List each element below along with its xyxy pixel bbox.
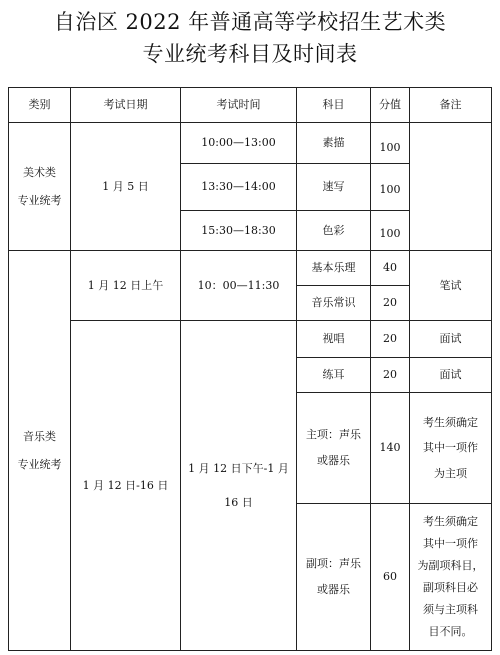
header-category: 类别 bbox=[28, 98, 51, 112]
music-note-minor bbox=[410, 504, 491, 650]
music-score-sightsinging: 20 bbox=[383, 332, 397, 346]
music-note-major-line2: 其中一项作 bbox=[423, 441, 478, 455]
music-date-range: 1 月 12 日-16 日 bbox=[82, 478, 169, 492]
music-subject-major bbox=[297, 393, 370, 503]
music-subject-major-line2: 或器乐 bbox=[317, 454, 350, 467]
music-note-minor-line5: 须与主项科 bbox=[423, 603, 478, 616]
header-date: 考试日期 bbox=[103, 98, 148, 112]
music-time-range-line2: 16 日 bbox=[224, 495, 253, 509]
art-score-3: 100 bbox=[379, 226, 401, 240]
document-title-line1: 自治区 2022 年普通高等学校招生艺术类 bbox=[53, 10, 447, 34]
art-time-3: 15:30—18:30 bbox=[201, 223, 276, 237]
music-note-major-line1: 考生须确定 bbox=[423, 416, 478, 430]
music-category-line2: 专业统考 bbox=[17, 457, 62, 471]
music-subject-major-line1: 主项：声乐 bbox=[306, 428, 361, 442]
music-score-minor: 60 bbox=[383, 570, 397, 584]
table-border-right bbox=[491, 87, 492, 651]
art-time-2: 13:30—14:00 bbox=[201, 180, 276, 194]
music-time-range bbox=[181, 321, 296, 650]
music-time-am: 10：00—11:30 bbox=[197, 278, 280, 292]
music-date-am: 1 月 12 日上午 bbox=[87, 278, 164, 292]
header-time: 考试时间 bbox=[216, 98, 261, 112]
document-title-line2: 专业统考科目及时间表 bbox=[142, 42, 358, 66]
music-subject-sightsinging: 视唱 bbox=[322, 332, 345, 346]
music-note-ear: 面试 bbox=[439, 368, 462, 382]
art-score-1: 100 bbox=[379, 141, 401, 155]
music-subject-knowledge: 音乐常识 bbox=[311, 296, 356, 310]
music-score-theory: 40 bbox=[383, 261, 397, 275]
art-time-1: 10:00—13:00 bbox=[201, 136, 276, 150]
music-score-ear: 20 bbox=[383, 368, 397, 382]
art-category bbox=[9, 123, 70, 250]
music-category-line1: 音乐类 bbox=[23, 429, 56, 443]
header-note: 备注 bbox=[439, 98, 462, 112]
header-subject: 科目 bbox=[322, 98, 345, 112]
art-subject-2: 速写 bbox=[322, 180, 345, 194]
music-note-minor-line4: 副项科目必 bbox=[423, 581, 478, 594]
music-note-sightsinging: 面试 bbox=[439, 332, 462, 346]
music-subject-minor bbox=[297, 504, 370, 650]
music-note-minor-line2: 其中一项作 bbox=[423, 537, 478, 550]
art-score-2: 100 bbox=[379, 183, 401, 197]
music-note-minor-line1: 考生须确定 bbox=[423, 515, 478, 528]
music-score-knowledge: 20 bbox=[383, 296, 397, 310]
music-subject-minor-line1: 副项：声乐 bbox=[306, 557, 361, 571]
art-category-line1: 美术类 bbox=[23, 165, 56, 179]
music-subject-theory: 基本乐理 bbox=[311, 261, 356, 275]
music-note-minor-line3: 为副项科目， bbox=[417, 559, 484, 572]
art-date: 1 月 5 日 bbox=[102, 179, 149, 193]
header-score: 分值 bbox=[379, 98, 401, 112]
music-note-written: 笔试 bbox=[439, 278, 462, 292]
music-note-minor-line6: 目不同。 bbox=[428, 625, 473, 638]
table-border-bottom bbox=[8, 650, 492, 651]
music-category bbox=[9, 251, 70, 650]
music-subject-ear: 练耳 bbox=[322, 368, 345, 382]
art-category-line2: 专业统考 bbox=[17, 193, 62, 207]
art-subject-3: 色彩 bbox=[322, 223, 345, 237]
art-subject-1: 素描 bbox=[322, 136, 345, 150]
music-time-range-line1: 1 月 12 日下午-1 月 bbox=[188, 461, 289, 475]
music-note-major-line3: 为主项 bbox=[434, 466, 467, 480]
music-score-major: 140 bbox=[379, 441, 401, 455]
music-note-major bbox=[410, 393, 491, 503]
music-subject-minor-line2: 或器乐 bbox=[317, 583, 350, 596]
